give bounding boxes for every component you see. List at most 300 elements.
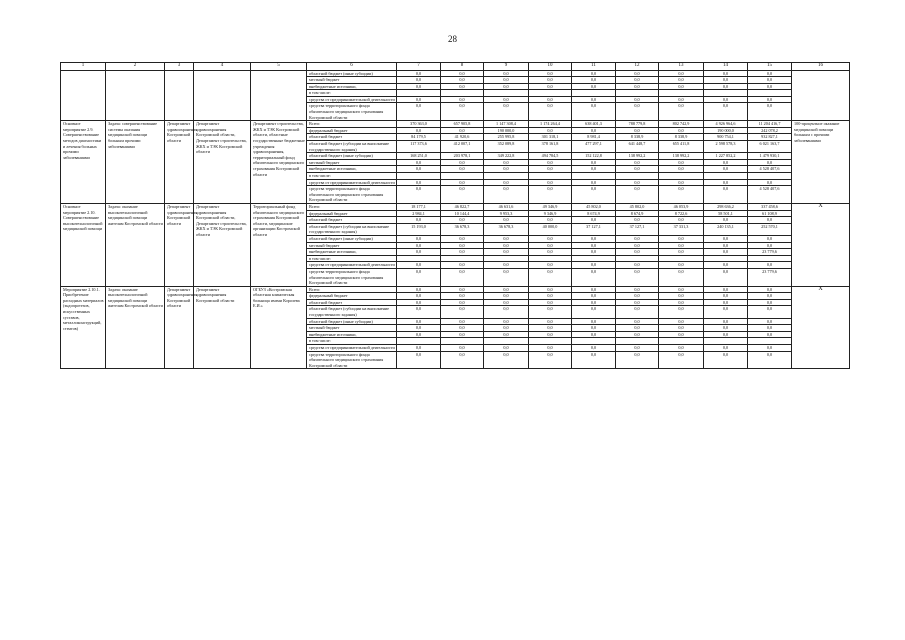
amount-cell: 0,0: [748, 217, 792, 224]
amount-cell: 0,0: [616, 306, 659, 318]
amount-cell: 45 802,0: [572, 203, 616, 210]
column-number: 1: [61, 63, 106, 71]
amount-cell: 0,0: [441, 235, 484, 242]
amount-cell: 1 147 308,4: [484, 121, 529, 128]
amount-cell: 0,0: [572, 96, 616, 103]
funding-source: в том числе:: [307, 338, 397, 345]
participants: Территориальный фонд обязательного медицинского страхования Костромской области, медицинские организации Костромской области: [251, 203, 307, 286]
amount-cell: 0,0: [659, 70, 704, 77]
amount-cell: 0,0: [484, 268, 529, 286]
amount-cell: 240 135,1: [704, 223, 748, 235]
amount-cell: 0,0: [659, 235, 704, 242]
amount-cell: 138 992,2: [659, 153, 704, 160]
amount-cell: 46 822,7: [441, 203, 484, 210]
amount-cell: 168 251,0: [397, 153, 441, 160]
amount-cell: 0,0: [748, 331, 792, 338]
funding-source: внебюджетные источники,: [307, 331, 397, 338]
responsible-executor: [165, 70, 194, 121]
column-number: 8: [441, 63, 484, 71]
amount-cell: 0,0: [572, 268, 616, 286]
amount-cell: 0,0: [748, 103, 792, 121]
amount-cell: 0,0: [441, 217, 484, 224]
participants: ОГБУЗ «Костромская областная клиническая больница имени Королева Е.И.»: [251, 286, 307, 369]
amount-cell: 0,0: [616, 318, 659, 325]
amount-cell: 23 779,6: [748, 268, 792, 286]
amount-cell: 0,0: [659, 299, 704, 306]
amount-cell: 0,0: [659, 77, 704, 84]
amount-cell: 0,0: [529, 242, 572, 249]
amount-cell: 0,0: [616, 96, 659, 103]
amount-cell: 0,0: [484, 249, 529, 256]
amount-cell: [529, 338, 572, 345]
amount-cell: 0,0: [397, 217, 441, 224]
amount-cell: 0,0: [397, 186, 441, 204]
amount-cell: 0,0: [748, 242, 792, 249]
amount-cell: 0,0: [659, 268, 704, 286]
amount-cell: 0,0: [616, 166, 659, 173]
amount-cell: 1 227 852,2: [704, 153, 748, 160]
amount-cell: 4 528 407,6: [748, 166, 792, 173]
amount-cell: 0,0: [616, 268, 659, 286]
amount-cell: 0,0: [441, 293, 484, 300]
amount-cell: 0,0: [659, 103, 704, 121]
amount-cell: 0,0: [397, 249, 441, 256]
coexecutors: Департамент здравоохранения Костромской области, Департамент строительства, ЖКХ и ТЭК Костромской области: [194, 121, 251, 204]
amount-cell: 0,0: [704, 77, 748, 84]
amount-cell: 0,0: [572, 235, 616, 242]
amount-cell: 0,0: [616, 351, 659, 369]
amount-cell: 0,0: [572, 306, 616, 318]
amount-cell: 0,0: [572, 166, 616, 173]
amount-cell: 0,0: [397, 235, 441, 242]
amount-cell: 0,0: [659, 351, 704, 369]
amount-cell: 0,0: [529, 262, 572, 269]
amount-cell: 190 000,0: [704, 127, 748, 134]
amount-cell: 0,0: [529, 268, 572, 286]
coexecutors: Департамент здравоохранения Костромской области, Департамент строительства, ЖКХ и ТЭК Костромской области: [194, 203, 251, 286]
amount-cell: 0,0: [441, 242, 484, 249]
amount-cell: 0,0: [484, 351, 529, 369]
amount-cell: [397, 255, 441, 262]
activity-name: [61, 70, 106, 121]
funding-source: средства территориального фонда обязательного медицинского страхования Костромской области: [307, 351, 397, 369]
amount-cell: 0,0: [484, 286, 529, 293]
amount-cell: 0,0: [484, 70, 529, 77]
amount-cell: 0,0: [659, 217, 704, 224]
amount-cell: 0,0: [616, 331, 659, 338]
amount-cell: 9 346,9: [529, 210, 572, 217]
amount-cell: 0,0: [484, 235, 529, 242]
amount-cell: 412 007,1: [441, 141, 484, 153]
amount-cell: 0,0: [484, 345, 529, 352]
amount-cell: 0,0: [397, 299, 441, 306]
amount-cell: 0,0: [397, 127, 441, 134]
amount-cell: 0,0: [748, 318, 792, 325]
amount-cell: [704, 90, 748, 97]
funding-source: в том числе:: [307, 90, 397, 97]
amount-cell: [748, 338, 792, 345]
amount-cell: 0,0: [441, 286, 484, 293]
amount-cell: 0,0: [704, 299, 748, 306]
amount-cell: 0,0: [529, 83, 572, 90]
amount-cell: 0,0: [484, 159, 529, 166]
amount-cell: 1 479 930,1: [748, 153, 792, 160]
funding-source: средства территориального фонда обязательного медицинского страхования Костромской области: [307, 268, 397, 286]
amount-cell: 8 674,9: [572, 210, 616, 217]
amount-cell: 0,0: [616, 286, 659, 293]
amount-cell: 0,0: [616, 345, 659, 352]
amount-cell: 0,0: [659, 306, 704, 318]
amount-cell: 0,0: [441, 299, 484, 306]
amount-cell: 203 978,1: [441, 153, 484, 160]
result-indicator: [792, 70, 850, 121]
amount-cell: 0,0: [748, 306, 792, 318]
amount-cell: 0,0: [529, 127, 572, 134]
amount-cell: 0,0: [572, 299, 616, 306]
amount-cell: 0,0: [704, 345, 748, 352]
column-number: 11: [572, 63, 616, 71]
amount-cell: 0,0: [529, 217, 572, 224]
coexecutors: [194, 70, 251, 121]
amount-cell: 0,0: [659, 318, 704, 325]
amount-cell: 0,0: [441, 318, 484, 325]
amount-cell: 0,0: [616, 179, 659, 186]
amount-cell: 255 995,8: [484, 134, 529, 141]
amount-cell: 138 992,2: [616, 153, 659, 160]
amount-cell: 0,0: [397, 268, 441, 286]
amount-cell: 0,0: [704, 262, 748, 269]
amount-cell: 0,0: [572, 159, 616, 166]
amount-cell: 0,0: [572, 331, 616, 338]
amount-cell: 0,0: [397, 262, 441, 269]
amount-cell: 0,0: [616, 249, 659, 256]
amount-cell: 0,0: [529, 77, 572, 84]
amount-cell: 0,0: [616, 70, 659, 77]
amount-cell: [441, 338, 484, 345]
amount-cell: 0,0: [704, 166, 748, 173]
amount-cell: 0,0: [704, 331, 748, 338]
amount-cell: 0,0: [397, 345, 441, 352]
amount-cell: 0,0: [529, 186, 572, 204]
funding-source: областной бюджет: [307, 134, 397, 141]
amount-cell: 8 674,9: [616, 210, 659, 217]
amount-cell: 0,0: [484, 179, 529, 186]
amount-cell: 0,0: [616, 103, 659, 121]
amount-cell: 0,0: [529, 103, 572, 121]
amount-cell: 0,0: [441, 186, 484, 204]
amount-cell: 117 373,6: [397, 141, 441, 153]
amount-cell: 45 802,0: [616, 203, 659, 210]
amount-cell: 0,0: [659, 127, 704, 134]
amount-cell: 40 000,0: [529, 223, 572, 235]
amount-cell: [704, 173, 748, 180]
amount-cell: 0,0: [484, 217, 529, 224]
amount-cell: 0,0: [572, 242, 616, 249]
amount-cell: 0,0: [748, 262, 792, 269]
funding-source: средства территориального фонда обязательного медицинского страхования Костромской области: [307, 186, 397, 204]
amount-cell: [484, 338, 529, 345]
funding-source: местный бюджет: [307, 159, 397, 166]
amount-cell: 932 827,1: [748, 134, 792, 141]
amount-cell: 46 053,9: [659, 203, 704, 210]
amount-cell: 0,0: [397, 306, 441, 318]
amount-cell: 0,0: [484, 96, 529, 103]
amount-cell: 0,0: [397, 242, 441, 249]
amount-cell: [748, 255, 792, 262]
amount-cell: [529, 173, 572, 180]
amount-cell: 0,0: [484, 318, 529, 325]
amount-cell: [704, 338, 748, 345]
amount-cell: 0,0: [748, 83, 792, 90]
amount-cell: 6 021 163,7: [748, 141, 792, 153]
amount-cell: 0,0: [397, 325, 441, 332]
amount-cell: [441, 90, 484, 97]
amount-cell: 0,0: [748, 299, 792, 306]
activity-name: Основное мероприятие 2.10. Совершенствование высокотехнологичной медицинской помощи: [61, 203, 106, 286]
amount-cell: 0,0: [441, 262, 484, 269]
amount-cell: [529, 90, 572, 97]
amount-cell: 0,0: [441, 83, 484, 90]
table-body: [61, 63, 850, 369]
funding-source: местный бюджет: [307, 77, 397, 84]
amount-cell: 0,0: [659, 83, 704, 90]
amount-cell: [748, 90, 792, 97]
funding-source: областной бюджет (иные субсидии): [307, 153, 397, 160]
funding-source: федеральный бюджет: [307, 127, 397, 134]
funding-source: местный бюджет: [307, 325, 397, 332]
amount-cell: 477 297,1: [572, 141, 616, 153]
result-indicator: 100-процентное оказание медицинской помощи больным с прочими заболеваниями: [792, 121, 850, 204]
amount-cell: 900 754,1: [704, 134, 748, 141]
amount-cell: 0,0: [441, 179, 484, 186]
amount-cell: 0,0: [572, 325, 616, 332]
amount-cell: 2 984,1: [397, 210, 441, 217]
amount-cell: 242 078,2: [748, 127, 792, 134]
amount-cell: 0,0: [397, 331, 441, 338]
amount-cell: 0,0: [572, 77, 616, 84]
amount-cell: 8 338,9: [659, 134, 704, 141]
amount-cell: [441, 173, 484, 180]
budget-table: [60, 62, 850, 369]
amount-cell: 37 127,1: [572, 223, 616, 235]
amount-cell: 0,0: [441, 159, 484, 166]
amount-cell: 0,0: [441, 70, 484, 77]
amount-cell: 494 784,5: [529, 153, 572, 160]
amount-cell: [616, 338, 659, 345]
amount-cell: 58 501,1: [704, 210, 748, 217]
amount-cell: 49 346,9: [529, 203, 572, 210]
amount-cell: 190 000,0: [484, 127, 529, 134]
amount-cell: 0,0: [572, 83, 616, 90]
amount-cell: [616, 90, 659, 97]
amount-cell: 0,0: [704, 83, 748, 90]
amount-cell: 0,0: [659, 179, 704, 186]
amount-cell: 46 631,6: [484, 203, 529, 210]
amount-cell: 0,0: [748, 345, 792, 352]
amount-cell: 0,0: [616, 83, 659, 90]
amount-cell: 1 174 264,4: [529, 121, 572, 128]
participants: [251, 70, 307, 121]
amount-cell: 0,0: [484, 103, 529, 121]
table-row: [61, 203, 850, 210]
funding-source: Всего:: [307, 121, 397, 128]
funding-source: в том числе:: [307, 173, 397, 180]
amount-cell: 0,0: [529, 166, 572, 173]
amount-cell: 0,0: [572, 103, 616, 121]
amount-cell: 0,0: [659, 286, 704, 293]
amount-cell: 0,0: [572, 249, 616, 256]
amount-cell: [659, 338, 704, 345]
funding-source: областной бюджет (иные субсидии): [307, 235, 397, 242]
amount-cell: 0,0: [441, 103, 484, 121]
amount-cell: 378 161,8: [529, 141, 572, 153]
amount-cell: 0,0: [704, 306, 748, 318]
amount-cell: 0,0: [484, 77, 529, 84]
amount-cell: 0,0: [397, 286, 441, 293]
amount-cell: [484, 90, 529, 97]
amount-cell: 0,0: [529, 306, 572, 318]
funding-source: областной бюджет (иные субсидии): [307, 318, 397, 325]
amount-cell: 11 204 416,7: [748, 121, 792, 128]
amount-cell: 0,0: [397, 351, 441, 369]
amount-cell: 0,0: [572, 70, 616, 77]
amount-cell: [397, 338, 441, 345]
amount-cell: 23 779,6: [748, 249, 792, 256]
funding-source: средства территориального фонда обязательного медицинского страхования Костромской области: [307, 103, 397, 121]
funding-source: областной бюджет: [307, 217, 397, 224]
amount-cell: 9 953,3: [484, 210, 529, 217]
amount-cell: 0,0: [441, 325, 484, 332]
amount-cell: 0,0: [704, 242, 748, 249]
amount-cell: 41 920,6: [441, 134, 484, 141]
amount-cell: 0,0: [484, 186, 529, 204]
amount-cell: 0,0: [659, 293, 704, 300]
amount-cell: 0,0: [616, 77, 659, 84]
amount-cell: 0,0: [529, 345, 572, 352]
amount-cell: 0,0: [704, 70, 748, 77]
amount-cell: 0,0: [441, 268, 484, 286]
amount-cell: 0,0: [397, 83, 441, 90]
amount-cell: 0,0: [616, 325, 659, 332]
funding-source: областной бюджет (субсидии на выполнение государственного задания): [307, 223, 397, 235]
amount-cell: 0,0: [704, 293, 748, 300]
amount-cell: 0,0: [748, 179, 792, 186]
funding-source: средства от предпринимательской деятельности: [307, 345, 397, 352]
amount-cell: 802 742,9: [659, 121, 704, 128]
funding-source: областной бюджет: [307, 299, 397, 306]
amount-cell: 0,0: [704, 96, 748, 103]
amount-cell: 0,0: [484, 242, 529, 249]
amount-cell: [484, 173, 529, 180]
funding-source: средства от предпринимательской деятельности: [307, 96, 397, 103]
amount-cell: 0,0: [659, 249, 704, 256]
funding-source: внебюджетные источники,: [307, 166, 397, 173]
amount-cell: 0,0: [484, 331, 529, 338]
funding-source: внебюджетные источники,: [307, 249, 397, 256]
funding-source: Всего:: [307, 203, 397, 210]
column-number: 3: [165, 63, 194, 71]
amount-cell: 0,0: [572, 318, 616, 325]
amount-cell: 0,0: [616, 262, 659, 269]
amount-cell: 788 779,8: [616, 121, 659, 128]
amount-cell: 0,0: [484, 325, 529, 332]
amount-cell: [659, 173, 704, 180]
table-row: [61, 286, 850, 293]
amount-cell: 0,0: [529, 70, 572, 77]
amount-cell: 0,0: [748, 70, 792, 77]
amount-cell: 0,0: [529, 293, 572, 300]
table-row: [61, 121, 850, 128]
amount-cell: 0,0: [616, 235, 659, 242]
amount-cell: 0,0: [529, 286, 572, 293]
amount-cell: 4 528 407,6: [748, 186, 792, 204]
amount-cell: 0,0: [529, 331, 572, 338]
amount-cell: 0,0: [397, 318, 441, 325]
amount-cell: [441, 255, 484, 262]
amount-cell: 0,0: [572, 217, 616, 224]
amount-cell: [572, 173, 616, 180]
coexecutors: Департамент здравоохранения Костромской области: [194, 286, 251, 369]
amount-cell: 0,0: [441, 331, 484, 338]
amount-cell: 0,0: [704, 179, 748, 186]
column-number: 15: [748, 63, 792, 71]
amount-cell: 0,0: [397, 179, 441, 186]
amount-cell: 0,0: [704, 351, 748, 369]
amount-cell: 0,0: [397, 293, 441, 300]
amount-cell: 0,0: [529, 179, 572, 186]
amount-cell: 0,0: [616, 299, 659, 306]
amount-cell: [572, 255, 616, 262]
amount-cell: 0,0: [659, 242, 704, 249]
amount-cell: [659, 255, 704, 262]
amount-cell: 0,0: [616, 186, 659, 204]
amount-cell: 0,0: [616, 159, 659, 166]
amount-cell: [397, 90, 441, 97]
task-text: [106, 70, 165, 121]
funding-source: областной бюджет (субсидии на выполнение государственного задания): [307, 141, 397, 153]
amount-cell: [616, 255, 659, 262]
amount-cell: 0,0: [659, 262, 704, 269]
amount-cell: 0,0: [704, 268, 748, 286]
responsible-executor: Департамент здравоохранения Костромской области: [165, 286, 194, 369]
funding-source: средства от предпринимательской деятельности: [307, 179, 397, 186]
column-number: 4: [194, 63, 251, 71]
amount-cell: 0,0: [748, 96, 792, 103]
task-text: Задача: оказание высокотехнологичной медицинской помощи жителям Костромской области: [106, 286, 165, 369]
amount-cell: [704, 255, 748, 262]
amount-cell: 0,0: [659, 331, 704, 338]
amount-cell: 0,0: [748, 159, 792, 166]
amount-cell: 0,0: [484, 262, 529, 269]
amount-cell: 0,0: [441, 127, 484, 134]
funding-source: областной бюджет (иные субсидии): [307, 70, 397, 77]
participants: Департамент строительства, ЖКХ и ТЭК Костромской области, областные государственные бюджетные учреждения здравоохранения, территориальный фонд обязательного медицинского страхования Костромской области: [251, 121, 307, 204]
amount-cell: 152 122,8: [572, 153, 616, 160]
amount-cell: 0,0: [529, 96, 572, 103]
amount-cell: 37 127,1: [616, 223, 659, 235]
amount-cell: [484, 255, 529, 262]
amount-cell: 0,0: [704, 286, 748, 293]
amount-cell: 0,0: [484, 83, 529, 90]
amount-cell: 0,0: [572, 286, 616, 293]
funding-source: федеральный бюджет: [307, 210, 397, 217]
amount-cell: [748, 173, 792, 180]
amount-cell: 657 905,8: [441, 121, 484, 128]
amount-cell: 8 981,4: [572, 134, 616, 141]
amount-cell: 0,0: [616, 217, 659, 224]
column-number: 14: [704, 63, 748, 71]
amount-cell: 0,0: [529, 249, 572, 256]
